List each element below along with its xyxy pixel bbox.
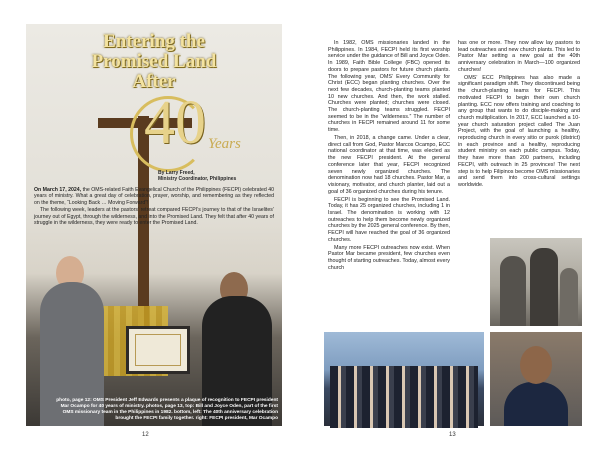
caption-label-2: photos, page 13, top:: [146, 404, 195, 409]
column-1-paragraph: Many more FECPI outreaches now exist. When Pastor Mar became president, few churches even thought of starting outreaches. Today, almost every church: [328, 244, 450, 271]
caption-text-4: FECPI president, Mar Ocampo: [207, 416, 278, 421]
article-column-2: [458, 40, 580, 190]
column-1-paragraph: Then, in 2018, a change came. Under a clear, direct call from God, Pastor Marcos Ocampo, ECC national coordinator at that time, was elected as the new FECPI president. At the general conference later that year, FECPI recognized seven newly organized churches. The denomination now had 18 churches. Pastor Mar, a visionary, motivator, and church planter, laid out a goal of 36 organized churches during his tenure.: [328, 135, 450, 195]
photo-caption: [56, 398, 278, 422]
caption-label-4: right:: [195, 416, 208, 421]
lede-date: On March 17, 2024,: [34, 187, 82, 193]
caption-label-1: photo, page 12:: [56, 398, 92, 403]
page-number-left: 12: [142, 432, 149, 438]
title-line-2: Promised Land: [91, 51, 217, 72]
anniversary-group-photo: [324, 332, 484, 426]
years-word: Years: [208, 136, 241, 152]
page-number-right: 13: [449, 432, 456, 438]
caption-text-2: Bill and Joyce Oden, part of the first OMS missionary team in the Philippines in 1982.: [62, 404, 278, 415]
caption-text-3: The 40th anniversary celebration brought the FECPI family together.: [115, 410, 278, 421]
title-line-3: After: [132, 71, 176, 92]
caption-label-3: bottom, left:: [174, 410, 202, 415]
lede-text: [34, 187, 274, 227]
column-2-paragraph: OMS’ ECC Philippines has also made a significant paradigm shift. They discontinued being the church-planting teams for FECPI. This motivated FECPI to begin their own church planting. ECC now offers training and coaching to any group that wants to do disciple-making and church multiplication. In 2017, ECC launched a 10-year church saturation project called The Juan Project, with the goal of launching a healthy, reproducing church in every sitio or purok (district) in each province and a healthy, reproducing student ministry on each public campus. Today, they have more than 200 partners, including FECPI, with outreach in 25 provinces! The next step is to help Filipinos become OMS missionaries and send them into cross-cultural settings worldwide.: [458, 74, 580, 188]
column-2-paragraph: has one or more. They now allow lay pastors to lead outreaches and new church plants. This led to Pastor Mar setting a new goal at the 40th anniversary celebration in March—100 organized churches!: [458, 40, 580, 73]
article-column-1: [328, 40, 450, 273]
lede-paragraph-1: the OMS-related Faith Evangelical Church of the Philippines (FECPI) celebrated 40 years of ministry. What a great day of celebration, prayer, worship, and remembering as they reflected on the theme, “Looking Back … Moving Forward”!: [34, 187, 275, 206]
lede-paragraph-2: The following week, leaders at the pastors’ retreat compared FECPI’s journey to that of the Israelites’ journey out of Egypt, through the wilderness, and into the Promised Land. They felt that after 40 years of struggle in the wilderness, they were ready to enter the Promised Land.: [34, 207, 274, 227]
caption-text-1: OMS President Jeff Edwards presents a plaque of recognition to FECPI president Mar Ocampo for 40 years of ministry.: [60, 398, 278, 409]
cover-photo-page: [26, 24, 282, 426]
byline-role: Ministry Coordinator, Philippines: [158, 176, 237, 182]
mar-ocampo-portrait: [490, 332, 582, 426]
byline: [158, 170, 276, 182]
title-line-1: Entering the: [103, 31, 205, 52]
byline-author: By Larry Freed,: [158, 170, 195, 176]
column-1-paragraph: In 1982, OMS missionaries landed in the Philippines. In 1984, FECPI held its first worship service under the guidance of Bill and Joyce Oden. In 1989, Faith Bible College (FBC) opened its doors to prepare pastors for future church plants. The following year, OMS’ Every Community for Christ (ECC) began planting churches. Over the next few decades, church-planting teams planted 10 new churches. And then, the work stalled. Churches were planted; churches were closed. The church-planting teams struggled. FECPI seemed to be in the “wilderness.” The number of churches in FECPI remained around 11 for some time.: [328, 40, 450, 134]
forty-number: 40: [144, 89, 206, 157]
recognition-plaque: [126, 326, 190, 374]
oden-couple-photo: [490, 238, 582, 326]
column-1-paragraph: FECPI is beginning to see the Promised Land. Today, it has 25 organized churches, including 1 in Israel. The denomination is working with 12 outreaches to help them become newly organized churches by the 2025 general conference. By then, FECPI will have reached the goal of 36 organized churches.: [328, 196, 450, 243]
